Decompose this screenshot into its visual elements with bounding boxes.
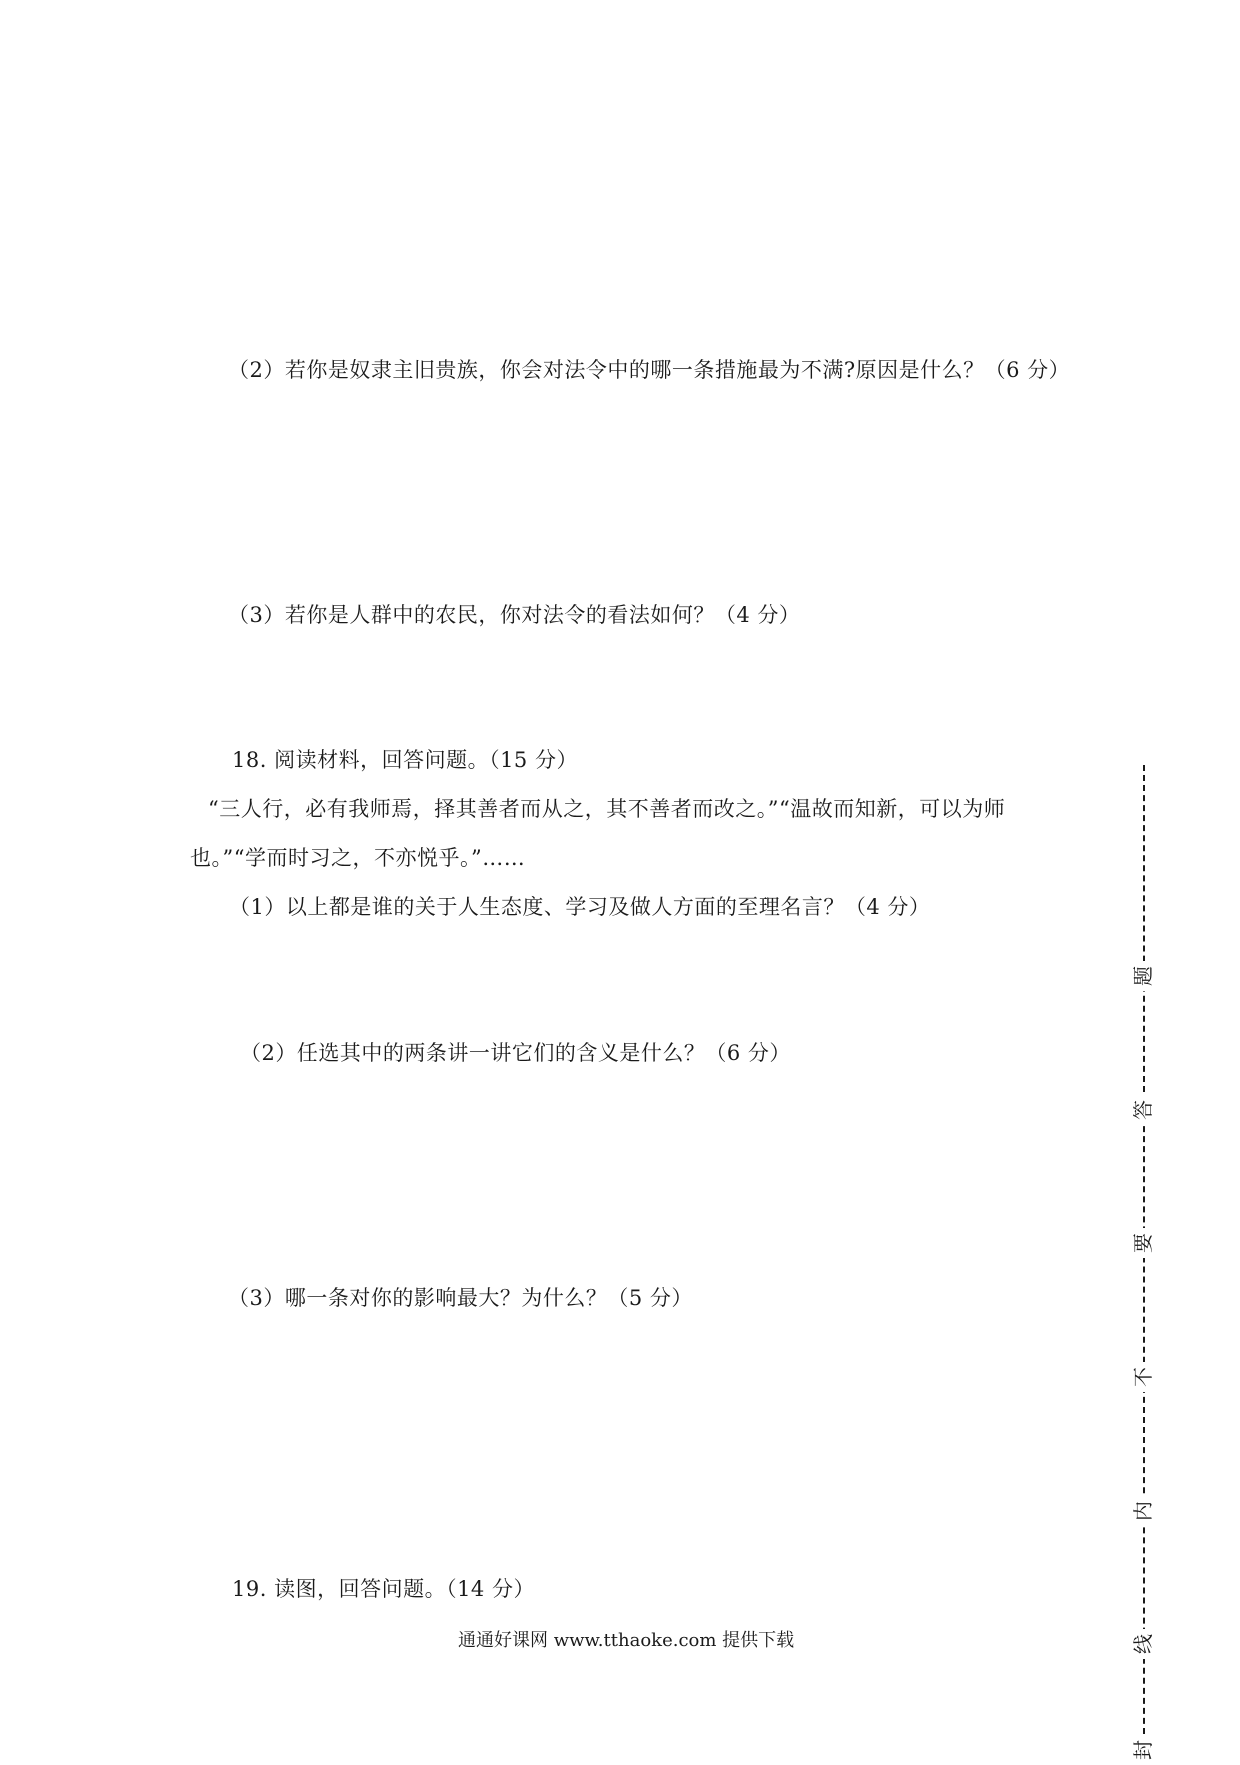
binding-dashed-line	[1143, 765, 1145, 1754]
question-18-material-line-2: 也。”“学而时习之，不亦悦乎。”……	[190, 846, 526, 870]
question-18-part-3: （3）哪一条对你的影响最大？为什么？（5 分）	[228, 1286, 693, 1310]
binding-char: 不	[1128, 1362, 1158, 1392]
question-18-header: 18. 阅读材料，回答问题。（15 分）	[232, 748, 578, 772]
binding-char: 内	[1128, 1496, 1158, 1526]
binding-char: 要	[1128, 1228, 1158, 1258]
question-19-header: 19. 读图，回答问题。（14 分）	[232, 1577, 535, 1601]
question-18-part-2: （2）任选其中的两条讲一讲它们的含义是什么？（6 分）	[240, 1041, 791, 1065]
binding-char: 题	[1128, 961, 1158, 991]
question-18-material-line-1: “三人行，必有我师焉，择其善者而从之，其不善者而改之。”“温故而知新，可以为师	[208, 797, 1006, 821]
question-17-part-2: （2）若你是奴隶主旧贵族，你会对法令中的哪一条措施最为不满?原因是什么？（6 分）	[228, 358, 1071, 382]
question-18-part-1: （1）以上都是谁的关于人生态度、学习及做人方面的至理名言？（4 分）	[229, 895, 931, 919]
footer-source: 通通好课网 www.tthaoke.com 提供下载	[458, 1630, 795, 1651]
binding-char: 线	[1128, 1629, 1158, 1659]
binding-char: 封	[1128, 1735, 1158, 1765]
question-17-part-3: （3）若你是人群中的农民，你对法令的看法如何？（4 分）	[228, 603, 801, 627]
binding-char: 答	[1128, 1095, 1158, 1125]
